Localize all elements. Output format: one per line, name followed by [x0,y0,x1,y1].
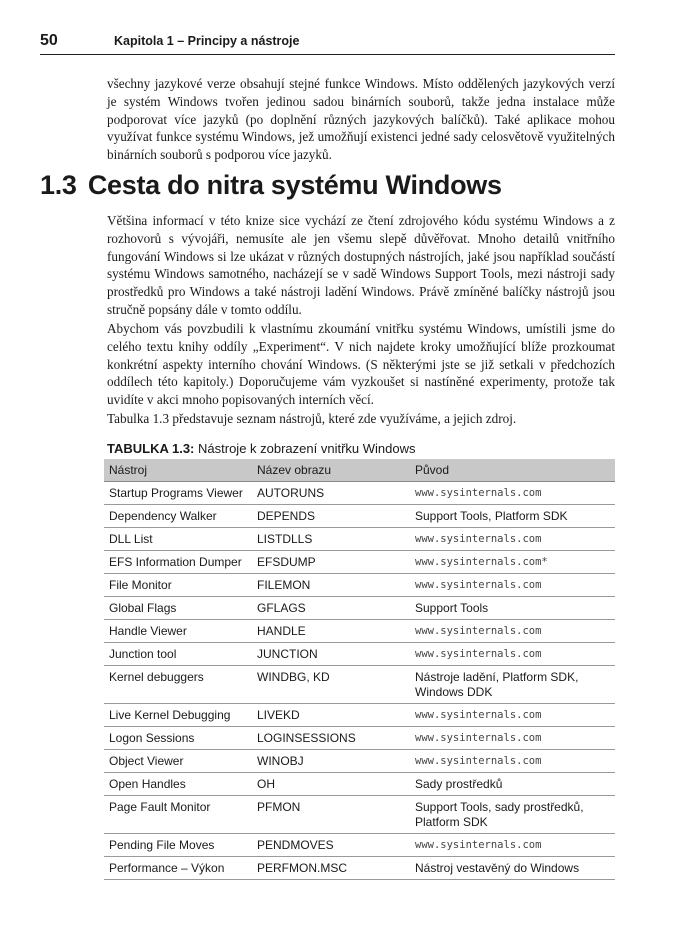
table-header-row [104,459,615,482]
section-number: 1.3 [40,170,77,200]
image-name-cell: PFMON [252,796,410,834]
table-row [104,620,615,643]
table-row [104,551,615,574]
table-row [104,727,615,750]
image-name-cell: LOGINSESSIONS [252,727,410,750]
origin-cell: www.sysinternals.com [410,482,615,505]
image-name-cell: OH [252,773,410,796]
tool-cell: Live Kernel Debugging [104,704,252,727]
tool-cell: Performance – Výkon [104,857,252,880]
image-name-cell: LIVEKD [252,704,410,727]
paragraph-table-intro: Tabulka 1.3 představuje seznam nástrojů, které zde využíváme, a jejich zdroj. [107,411,517,426]
origin-cell: www.sysinternals.com* [410,551,615,574]
table-row [104,857,615,880]
tool-cell: DLL List [104,528,252,551]
table-row [104,597,615,620]
origin-cell: www.sysinternals.com [410,620,615,643]
paragraph-sources: Většina informací v této knize sice vychází ze čtení zdrojového kódu systému Windows a z rozhovorů s vývojáři, nemusíte ale jen všemu slepě důvěřovat. Mnoho detailů vnitřního fungování Windows si lze ukázat v různých dostupných nástrojích, jaké jsou například součástí systému Windows samotného, nacházejí se v sadě Windows Support Tools, mezi nástroji sady prostředků pro Windows a také nástroji ladění Windows. Právě zmíněné balíčky nástrojů jsou stručně popsány dále v tomto oddílu. [107,213,615,317]
origin-cell: www.sysinternals.com [410,574,615,597]
table-row [104,796,615,834]
table-row [104,482,615,505]
tool-cell: Junction tool [104,643,252,666]
table-caption [107,441,416,456]
page-header [40,32,615,55]
section-heading [40,170,502,201]
origin-cell: www.sysinternals.com [410,704,615,727]
origin-cell: Support Tools [410,597,615,620]
image-name-cell: DEPENDS [252,505,410,528]
image-name-cell: EFSDUMP [252,551,410,574]
origin-cell: www.sysinternals.com [410,750,615,773]
tools-table [104,459,615,880]
tool-cell: Logon Sessions [104,727,252,750]
tool-cell: File Monitor [104,574,252,597]
origin-cell: Nástroje ladění, Platform SDK, Windows DDK [410,666,615,704]
tool-cell: Handle Viewer [104,620,252,643]
image-name-cell: PENDMOVES [252,834,410,857]
table-row [104,750,615,773]
image-name-cell: HANDLE [252,620,410,643]
column-header-image: Název obrazu [252,459,410,482]
section-title: Cesta do nitra systému Windows [87,170,502,200]
column-header-origin: Původ [410,459,615,482]
image-name-cell: LISTDLLS [252,528,410,551]
tool-cell: EFS Information Dumper [104,551,252,574]
origin-cell: Nástroj vestavěný do Windows [410,857,615,880]
table-row [104,505,615,528]
chapter-title: Kapitola 1 – Principy a nástroje [114,34,300,48]
origin-cell: www.sysinternals.com [410,528,615,551]
origin-cell: Sady prostředků [410,773,615,796]
table-caption-label: TABULKA 1.3: [107,441,195,456]
origin-cell: Support Tools, sady prostředků, Platform SDK [410,796,615,834]
paragraph-experiments: Abychom vás povzbudili k vlastnímu zkoumání vnitřku systému Windows, umístili jsme do celého textu knihy oddíly „Experiment“. V nich najdete kroky umožňující blíže prozkoumat konkrétní aspekty interního chování Windows. (S některými jste se již setkali v předchozích oddílech této kapitoly.) Doporučujeme vám vyzkoušet si nastíněné experimenty, protože tak uvidíte v akci mnoho popisovaných interních věcí. [107,321,615,408]
table-row [104,773,615,796]
image-name-cell: WINOBJ [252,750,410,773]
page-number: 50 [40,32,58,49]
table-row [104,704,615,727]
tool-cell: Global Flags [104,597,252,620]
image-name-cell: WINDBG, KD [252,666,410,704]
origin-cell: www.sysinternals.com [410,643,615,666]
tool-cell: Page Fault Monitor [104,796,252,834]
table-caption-text: Nástroje k zobrazení vnitřku Windows [198,441,416,456]
image-name-cell: AUTORUNS [252,482,410,505]
image-name-cell: FILEMON [252,574,410,597]
origin-cell: www.sysinternals.com [410,727,615,750]
tool-cell: Kernel debuggers [104,666,252,704]
tool-cell: Startup Programs Viewer [104,482,252,505]
tool-cell: Dependency Walker [104,505,252,528]
table-row [104,834,615,857]
image-name-cell: PERFMON.MSC [252,857,410,880]
table-row [104,643,615,666]
origin-cell: Support Tools, Platform SDK [410,505,615,528]
tool-cell: Object Viewer [104,750,252,773]
tool-cell: Open Handles [104,773,252,796]
paragraph-intro-continuation: všechny jazykové verze obsahují stejné funkce Windows. Místo oddělených jazykových verzí je systém Windows tvořen jedinou sadou binárních souborů, takže jedna instalace může podporovat více jazyků (po doplnění různých jazykových balíčků). Také aplikace mohou využívat funkce systému Windows, jež umožňují existenci jedné sady celosvětově využitelných binárních souborů s podporou více jazyků. [107,76,615,163]
image-name-cell: JUNCTION [252,643,410,666]
origin-cell: www.sysinternals.com [410,834,615,857]
image-name-cell: GFLAGS [252,597,410,620]
table-body [104,482,615,880]
table-row [104,528,615,551]
tool-cell: Pending File Moves [104,834,252,857]
table-row [104,574,615,597]
column-header-tool: Nástroj [104,459,252,482]
table-row [104,666,615,704]
